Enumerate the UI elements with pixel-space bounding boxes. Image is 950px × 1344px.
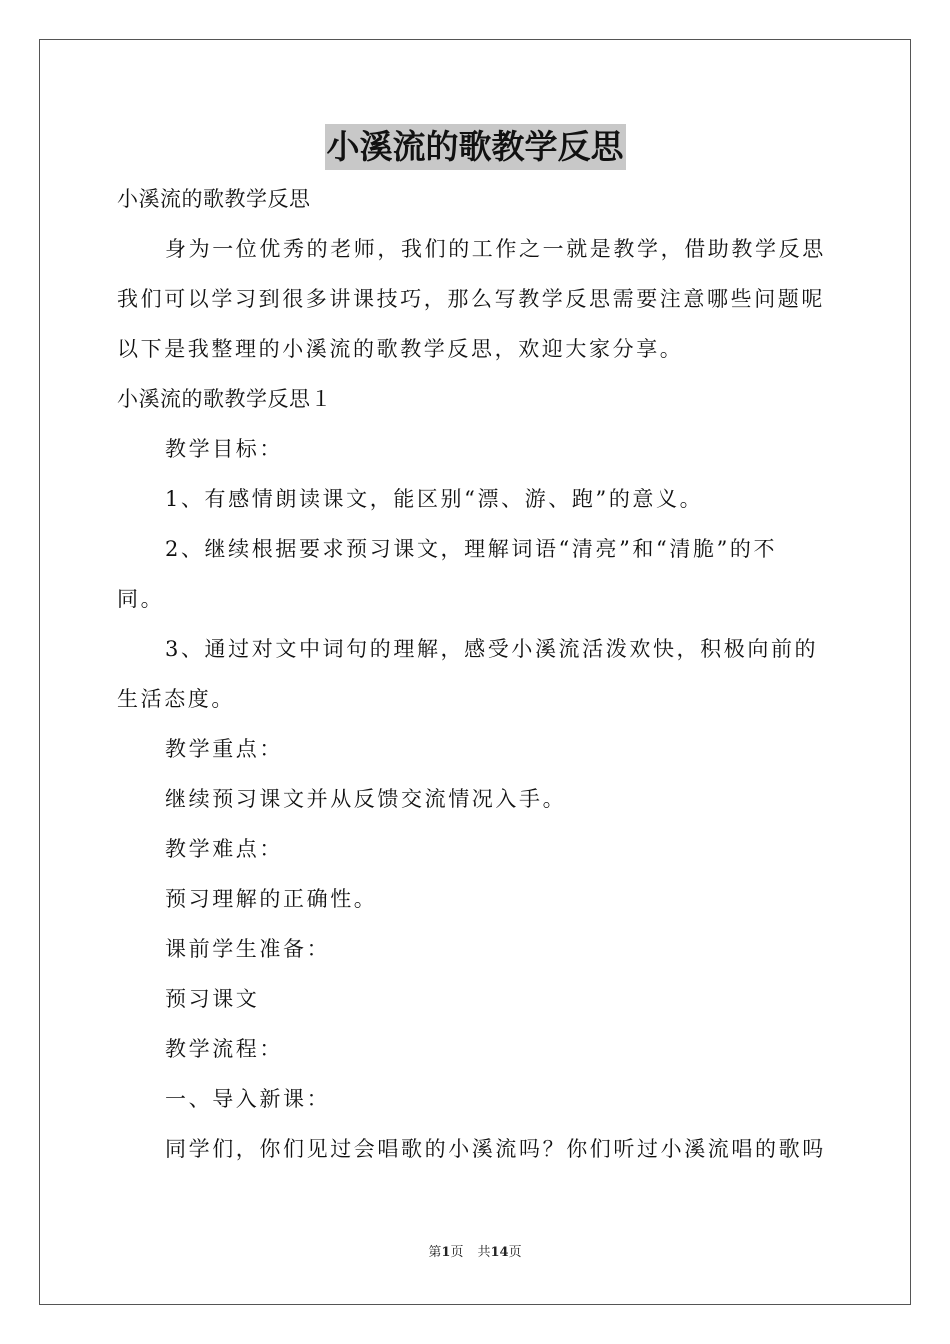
page-number-total: 14 <box>490 1245 509 1260</box>
paragraph-line: 生活态度。 <box>117 687 235 711</box>
paragraph-line: 教学流程： <box>165 1037 283 1061</box>
document-title: 小溪流的歌教学反思 <box>325 124 626 170</box>
section-heading: 小溪流的歌教学反思 <box>117 187 311 211</box>
paragraph-line: 我们可以学习到很多讲课技巧，那么写教学反思需要注意哪些问题呢 <box>117 287 825 311</box>
paragraph-line: 2、继续根据要求预习课文，理解词语“清亮”和“清脆”的不 <box>165 537 778 561</box>
title-container <box>0 124 950 170</box>
paragraph-line: 继续预习课文并从反馈交流情况入手。 <box>165 787 567 811</box>
paragraph-line: 同学们，你们见过会唱歌的小溪流吗？你们听过小溪流唱的歌吗 <box>165 1137 826 1161</box>
page-number-current: 1 <box>441 1245 451 1260</box>
page-footer <box>0 1244 950 1262</box>
paragraph-line: 教学目标： <box>165 437 283 461</box>
paragraph-line: 预习课文 <box>165 987 260 1011</box>
paragraph-line: 3、通过对文中词句的理解，感受小溪流活泼欢快，积极向前的 <box>165 637 819 661</box>
paragraph-line: 以下是我整理的小溪流的歌教学反思，欢迎大家分享。 <box>117 337 684 361</box>
paragraph-line: 1、有感情朗读课文，能区别“漂、游、跑”的意义。 <box>165 487 704 511</box>
page-total-prefix: 共 <box>477 1245 491 1260</box>
page-number-suffix: 页 <box>450 1245 464 1260</box>
paragraph-line: 课前学生准备： <box>165 937 331 961</box>
paragraph-line: 预习理解的正确性。 <box>165 887 378 911</box>
paragraph-line: 教学重点： <box>165 737 283 761</box>
paragraph-line: 身为一位优秀的老师，我们的工作之一就是教学，借助教学反思 <box>165 237 826 261</box>
section-heading: 小溪流的歌教学反思１ <box>117 387 332 411</box>
paragraph-line: 同。 <box>117 587 165 611</box>
document-body <box>117 174 833 1174</box>
page-total-suffix: 页 <box>508 1245 522 1260</box>
paragraph-line: 教学难点： <box>165 837 283 861</box>
page-number-prefix: 第 <box>428 1245 442 1260</box>
paragraph-line: 一、导入新课： <box>165 1087 331 1111</box>
